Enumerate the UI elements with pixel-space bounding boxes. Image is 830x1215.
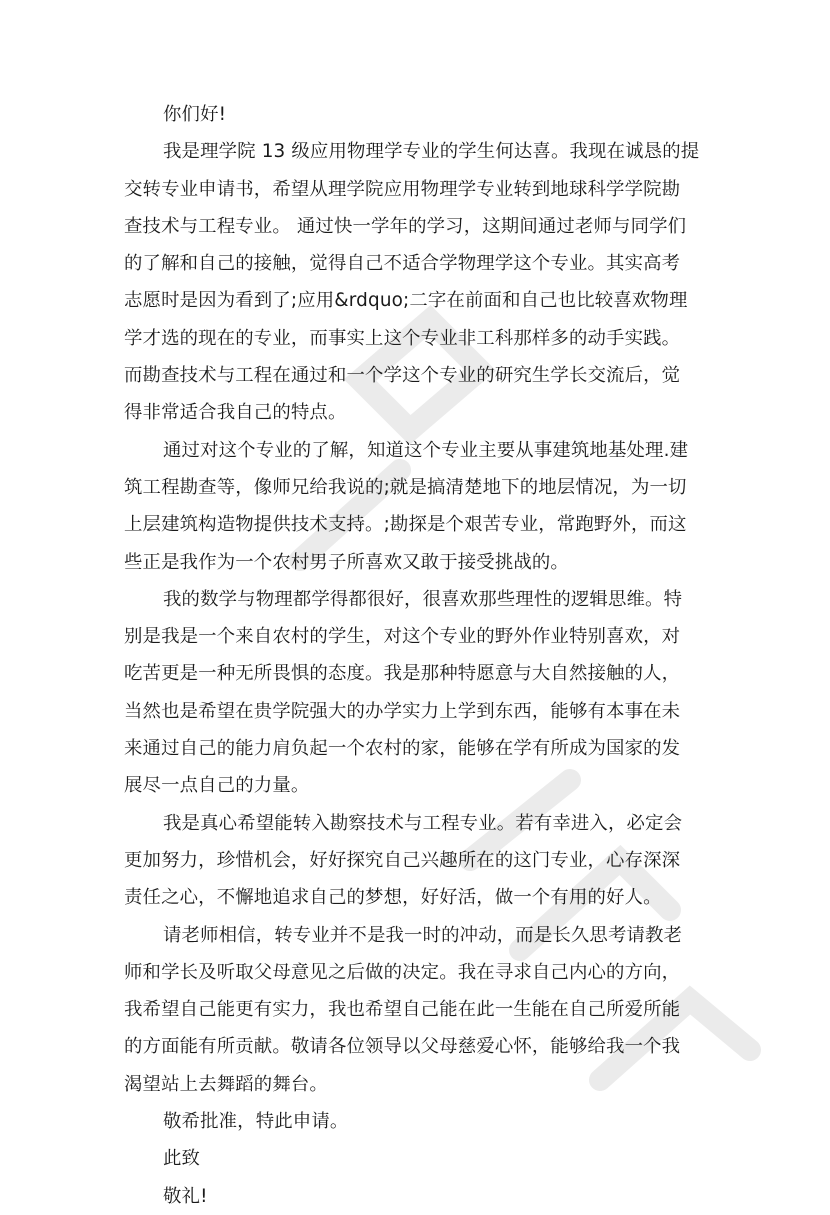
text-line: 的方面能有所贡献。敬请各位领导以父母慈爱心怀，能够给我一个我: [124, 1036, 681, 1058]
text-line: 吃苦更是一种无所畏惧的态度。我是那种特愿意与大自然接触的人，: [124, 663, 681, 685]
text-line: 查技术与工程专业。 通过快一学年的学习，这期间通过老师与同学们: [124, 215, 687, 237]
text-line: 我是理学院 13 级应用物理学专业的学生何达喜。我现在诚恳的提: [163, 141, 700, 163]
text-line: 别是我是一个来自农村的学生，对这个专业的野外作业特别喜欢，对: [124, 626, 681, 648]
text-line: 请老师相信，转专业并不是我一时的冲动，而是长久思考请教老: [163, 924, 683, 946]
text-line: 上层建筑构造物提供技术支持。;勘探是个艰苦专业，常跑野外，而这: [124, 514, 687, 536]
text-line: 我的数学与物理都学得都很好，很喜欢那些理性的逻辑思维。特: [163, 588, 683, 610]
text-line: 得非常适合我自己的特点。: [124, 402, 347, 424]
text-line: 敬礼!: [163, 1185, 208, 1207]
text-line: 学才选的现在的专业，而事实上这个专业非工科那样多的动手实践。: [124, 327, 681, 349]
text-line: 我是真心希望能转入勘察技术与工程专业。若有幸进入，必定会: [163, 812, 683, 834]
text-line: 而勘查技术与工程在通过和一个学这个专业的研究生学长交流后，觉: [124, 365, 681, 387]
text-line: 展尽一点自己的力量。: [124, 775, 310, 797]
text-line: 筑工程勘查等，像师兄给我说的;就是搞清楚地下的地层情况，为一切: [124, 476, 687, 498]
text-line: 更加努力，珍惜机会，好好探究自己兴趣所在的这门专业，心存深深: [124, 849, 681, 871]
text-line: 些正是我作为一个农村男子所喜欢又敢于接受挑战的。: [124, 551, 569, 573]
text-line: 敬希批准，特此申请。: [163, 1111, 349, 1133]
text-line: 师和学长及听取父母意见之后做的决定。我在寻求自己内心的方向，: [124, 961, 681, 983]
text-line: 的了解和自己的接触，觉得自己不适合学物理学这个专业。其实高考: [124, 253, 681, 275]
text-line: 此致: [163, 1148, 201, 1170]
text-line: 责任之心，不懈地追求自己的梦想，好好活，做一个有用的好人。: [124, 887, 662, 909]
text-line: 我希望自己能更有实力，我也希望自己能在此一生能在自己所爱所能: [124, 999, 681, 1021]
text-line: 交转专业申请书，希望从理学院应用物理学专业转到地球科学学院勘: [124, 178, 681, 200]
text-line: 志愿时是因为看到了;应用&rdquo;二字在前面和自己也比较喜欢物理: [124, 290, 688, 312]
application-letter-body: [124, 96, 710, 1215]
text-line: 渴望站上去舞蹈的舞台。: [124, 1073, 328, 1095]
text-line: 当然也是希望在贵学院强大的办学实力上学到东西，能够有本事在未: [124, 700, 681, 722]
text-line: 你们好!: [163, 104, 227, 125]
text-line: 来通过自己的能力肩负起一个农村的家，能够在学有所成为国家的发: [124, 738, 681, 760]
text-line: 通过对这个专业的了解，知道这个专业主要从事建筑地基处理.建: [163, 439, 689, 461]
